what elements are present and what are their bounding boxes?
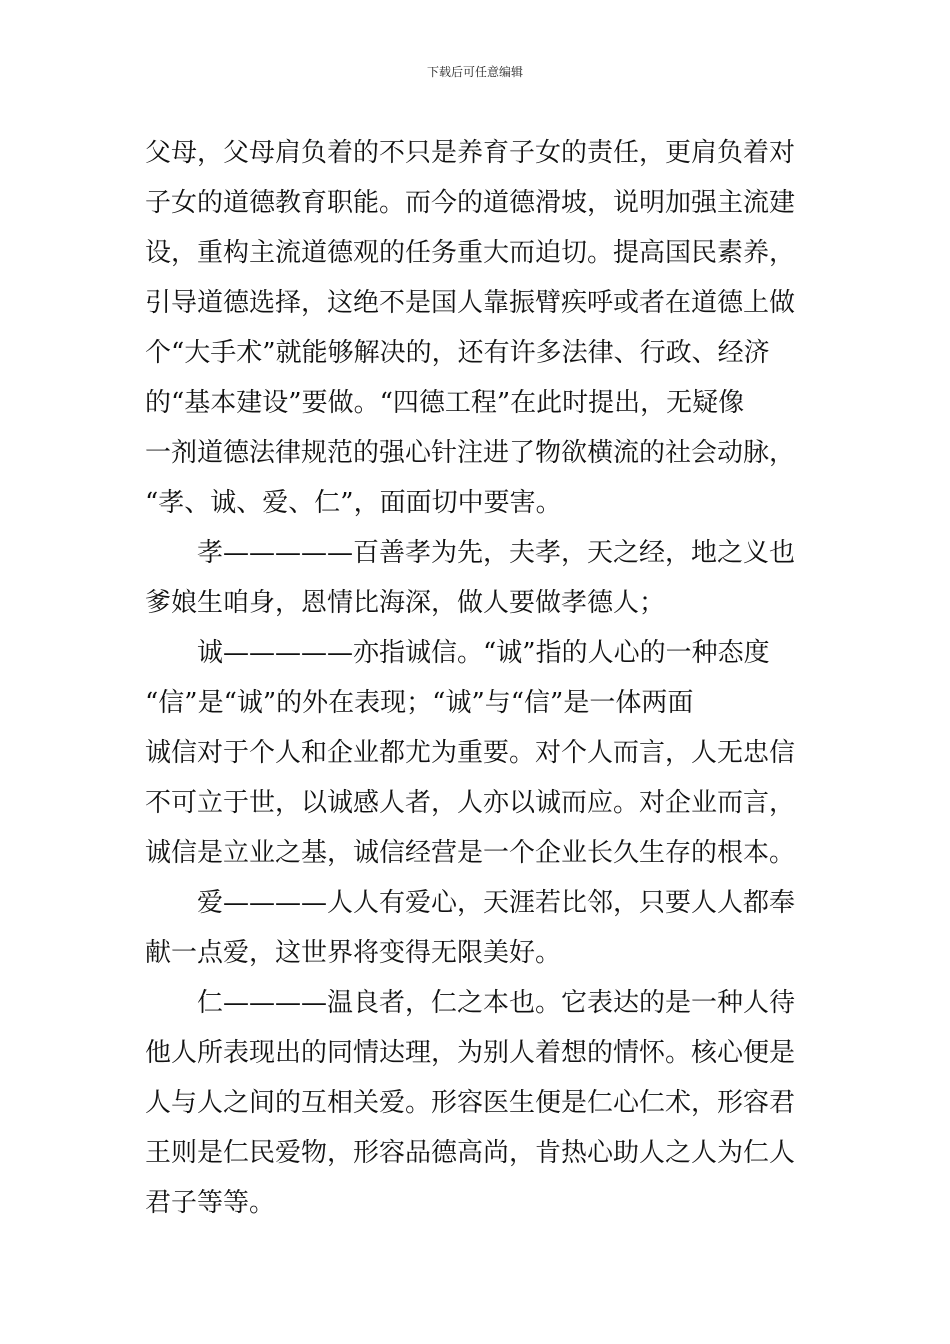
paragraph-cheng-start: 诚—————亦指诚信。“诚”指的人心的一种态度 [197,638,770,668]
text-line: “信”是“诚”的外在表现；“诚”与“信”是一体两面 [145,688,694,718]
text-line: 的“基本建设”要做。“四德工程”在此时提出，无疑像 [145,388,745,418]
text-line: 人与人之间的互相关爱。形容医生便是仁心仁术，形容君 [145,1088,796,1118]
text-line: 诚信是立业之基，诚信经营是一个企业长久生存的根本。 [145,838,796,868]
text-line: 引导道德选择，这绝不是国人靠振臂疾呼或者在道德上做 [145,288,796,318]
text-line: 王则是仁民爱物，形容品德高尚，肯热心助人之人为仁人 [145,1138,796,1168]
text-line: 父母，父母肩负着的不只是养育子女的责任，更肩负着对 [145,138,796,168]
text-line: 设，重构主流道德观的任务重大而迫切。提高国民素养， [145,238,796,268]
text-line: 爹娘生咱身，恩情比海深，做人要做孝德人； [145,588,666,618]
paragraph-ai-start: 爱————人人有爱心，天涯若比邻，只要人人都奉 [197,888,796,918]
text-line: 献一点爱，这世界将变得无限美好。 [145,938,562,968]
body-text [145,128,810,1228]
text-line: “孝、诚、爱、仁”，面面切中要害。 [145,488,562,518]
paragraph-ren-start: 仁————温良者，仁之本也。它表达的是一种人待 [197,988,796,1018]
text-line: 个“大手术”就能够解决的，还有许多法律、行政、经济 [145,338,770,368]
text-line: 他人所表现出的同情达理，为别人着想的情怀。核心便是 [145,1038,796,1068]
text-line: 君子等等。 [145,1188,276,1218]
text-line: 不可立于世，以诚感人者，人亦以诚而应。对企业而言， [145,788,796,818]
text-line: 子女的道德教育职能。而今的道德滑坡，说明加强主流建 [145,188,796,218]
text-line: 诚信对于个人和企业都尤为重要。对个人而言，人无忠信 [145,738,796,768]
page-header-note: 下载后可任意编辑 [426,65,523,79]
paragraph-xiao-start: 孝—————百善孝为先，夫孝，天之经，地之义也 [197,538,796,568]
text-line: 一剂道德法律规范的强心针注进了物欲横流的社会动脉， [145,438,796,468]
